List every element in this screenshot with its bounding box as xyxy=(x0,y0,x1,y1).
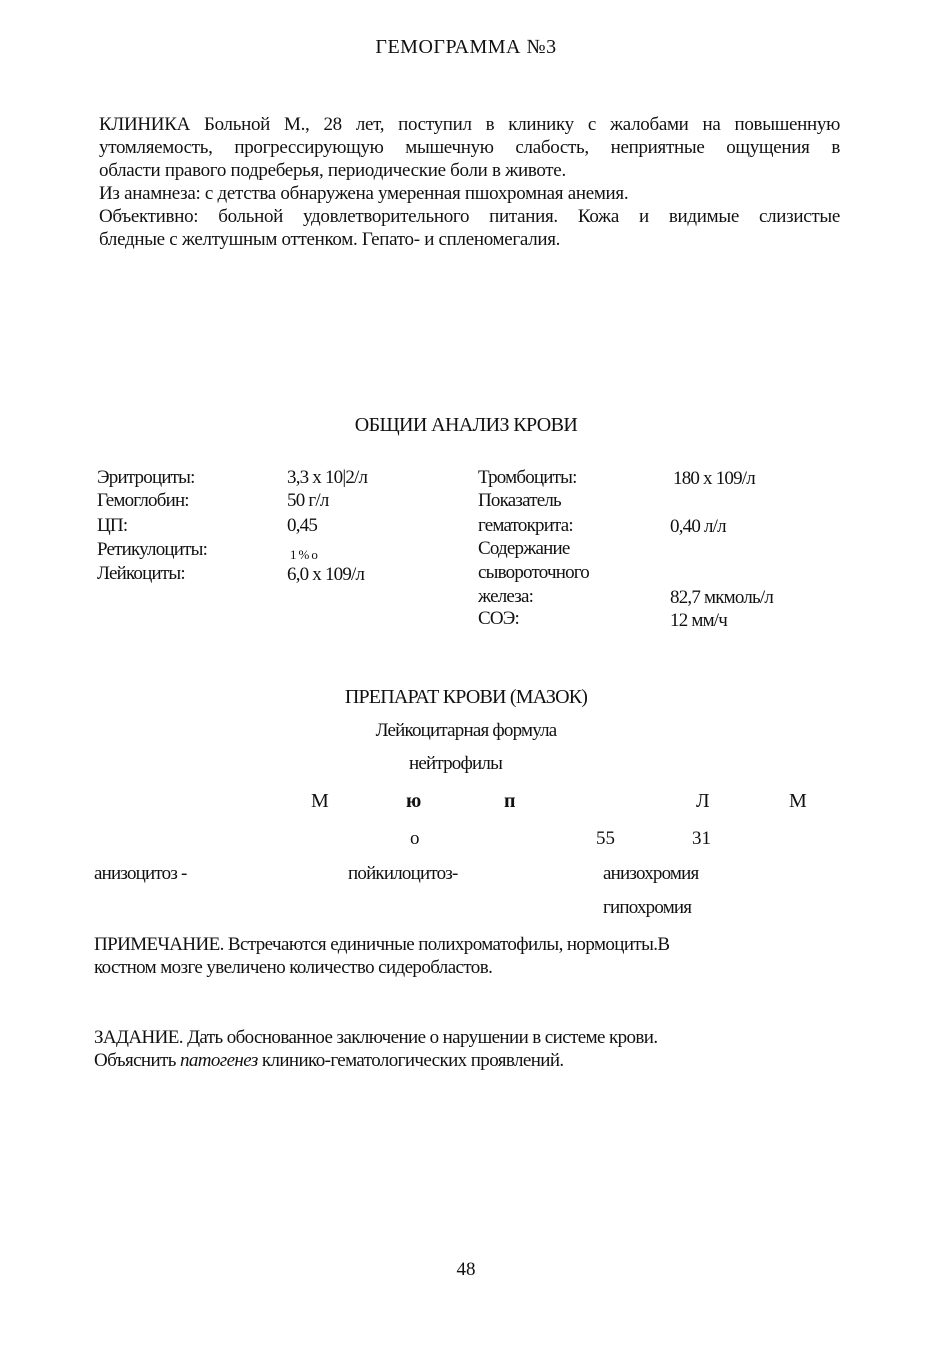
esr-label: СОЭ: xyxy=(478,608,520,629)
hemoglobin-value: 50 г/л xyxy=(287,490,329,511)
smear-title: ПРЕПАРАТ КРОВИ (МАЗОК) xyxy=(344,686,588,708)
clinic-paragraph xyxy=(99,113,840,251)
reticulocytes-label: Ретикулоциты: xyxy=(97,539,208,560)
header-band: п xyxy=(504,790,516,812)
iron-label-1: Содержание xyxy=(478,538,570,559)
task-pathogenesis-term: патогенез xyxy=(179,1050,258,1071)
clinic-line-3: области правого подреберья, периодические боли в животе. xyxy=(99,160,566,181)
task-line-2-suffix: клинико-гематологических проявлений. xyxy=(257,1050,564,1071)
value-juvenile: о xyxy=(410,828,420,849)
header-metamyelocytes-col: М xyxy=(311,790,329,812)
erythrocytes-value: 3,3 х 10|2/л xyxy=(287,467,368,488)
anisocytosis-label: анизоцитоз - xyxy=(94,863,187,884)
objective-line-2: бледные с желтушным оттенком. Гепато- и спленомегалия. xyxy=(99,229,561,250)
note-line-1: ПРИМЕЧАНИЕ. Встречаются единичные полихроматофилы, нормоциты.В xyxy=(94,934,670,955)
iron-value: 82,7 мкмоль/л xyxy=(670,587,774,608)
note-block xyxy=(94,933,794,979)
task-block xyxy=(94,1026,658,1072)
task-line-2-prefix: Объяснить xyxy=(94,1050,180,1071)
leukocytes-value: 6,0 х 109/л xyxy=(287,564,365,585)
clinic-line-1: КЛИНИКА Больной М., 28 лет, поступил в клинику с жалобами на повышенную xyxy=(99,114,840,135)
erythrocytes-label: Эритроциты: xyxy=(97,467,195,488)
leukocyte-formula-title: Лейкоцитарная формула xyxy=(375,720,557,741)
blood-test-title: ОБЩИИ АНАЛИЗ КРОВИ xyxy=(354,414,578,436)
hematocrit-label-1: Показатель xyxy=(478,490,561,511)
page-number: 48 xyxy=(456,1259,476,1280)
clinic-line-2: утомляемость, прогрессирующую мышечную слабость, неприятные ощущения в xyxy=(99,137,840,158)
reticulocytes-value: 1%о xyxy=(290,547,320,562)
platelets-label: Тромбоциты: xyxy=(478,467,577,488)
platelets-value: 180 х 109/л xyxy=(673,468,755,489)
leukocytes-label: Лейкоциты: xyxy=(97,563,185,584)
task-line-1: ЗАДАНИЕ. Дать обоснованное заключение о нарушении в системе крови. xyxy=(94,1027,658,1048)
color-index-label: ЦП: xyxy=(97,515,128,536)
header-juvenile: ю xyxy=(406,790,422,812)
iron-label-2: сывороточного xyxy=(478,562,589,583)
value-lymphocytes: 31 xyxy=(692,828,711,849)
hematocrit-label-2: гематокрита: xyxy=(478,515,573,536)
color-index-value: 0,45 xyxy=(287,515,318,536)
header-lymphocytes: Л xyxy=(696,790,710,812)
iron-label-3: железа: xyxy=(478,586,534,607)
esr-value: 12 мм/ч xyxy=(670,610,728,631)
hematocrit-value: 0,40 л/л xyxy=(670,516,726,537)
header-monocytes: М xyxy=(789,790,807,812)
anamnesis-line: Из анамнеза: с детства обнаружена умеренная пшохромная анемия. xyxy=(99,183,629,204)
task-line-2 xyxy=(94,1049,658,1072)
neutrophils-label: нейтрофилы xyxy=(409,753,503,774)
value-segmented: 55 xyxy=(596,828,615,849)
page-title: ГЕМОГРАММА №3 xyxy=(375,36,557,58)
anisochromia-label: анизохромия xyxy=(603,863,699,884)
note-line-2: костном мозге увеличено количество сидеробластов. xyxy=(94,957,493,978)
poikilocytosis-label: пойкилоцитоз- xyxy=(348,863,458,884)
hemoglobin-label: Гемоглобин: xyxy=(97,490,189,511)
objective-line-1: Объективно: больной удовлетворительного питания. Кожа и видимые слизистые xyxy=(99,206,840,227)
hypochromia-label: гипохромия xyxy=(603,897,692,918)
